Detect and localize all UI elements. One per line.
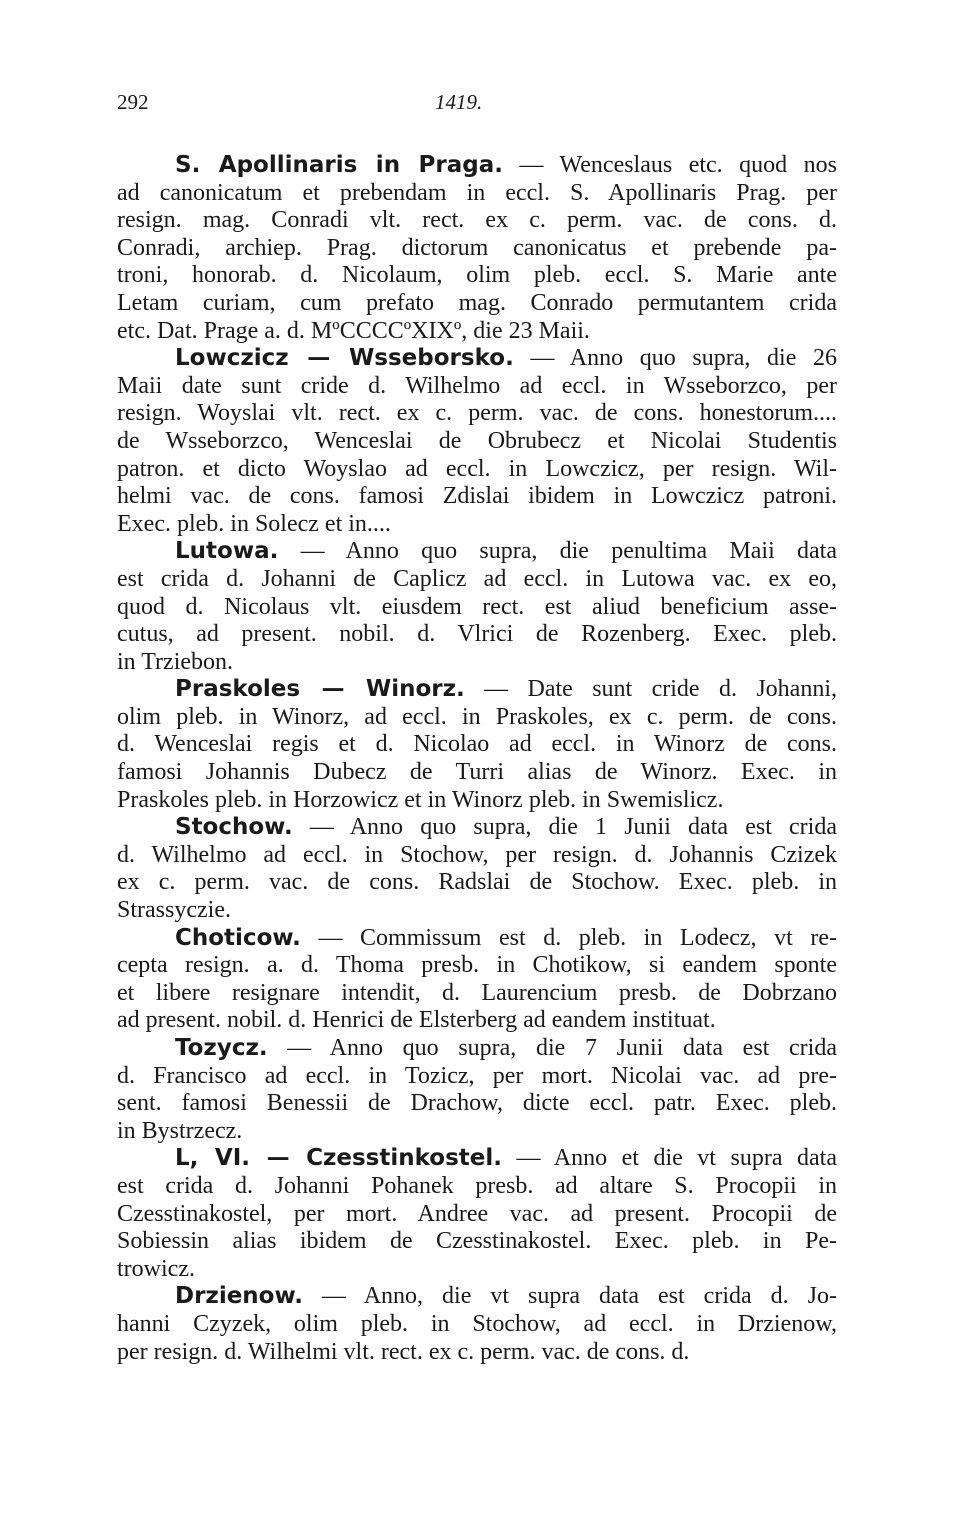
- text-line: etc. Dat. Prage a. d. MºCCCCºXIXº, die 23 Maii.: [117, 317, 590, 344]
- text-line: in Trziebon.: [117, 648, 234, 675]
- entry-first-line: [117, 345, 837, 373]
- entry-heading: Lowczicz — Wsseborsko.: [175, 345, 514, 372]
- text-line: ad canonicatum et prebendam in eccl. S. Apollinaris Prag. per: [117, 179, 837, 206]
- text-line: famosi Johannis Dubecz de Turri alias de Winorz. Exec. in: [117, 759, 837, 786]
- text-line: Letam curiam, cum prefato mag. Conrado permutantem crida: [117, 289, 837, 316]
- text-line: Praskoles pleb. in Horzowicz et in Winorz pleb. in Swemislicz.: [117, 786, 724, 813]
- entry-first-line: [117, 1035, 837, 1063]
- text-line: per resign. d. Wilhelmi vlt. rect. ex c. perm. vac. de cons. d.: [117, 1338, 690, 1365]
- text-line: Sobiessin alias ibidem de Czesstinakostel. Exec. pleb. in Pe-: [117, 1228, 837, 1255]
- entry-first-text: — Anno quo supra, die 1 Junii data est crida: [292, 814, 837, 841]
- text-line: ex c. perm. vac. de cons. Radslai de Stochow. Exec. pleb. in: [117, 869, 837, 896]
- entry: [117, 1035, 837, 1145]
- text-line: olim pleb. in Winorz, ad eccl. in Praskoles, ex c. perm. de cons.: [117, 703, 837, 730]
- entry-first-text: — Anno et die vt supra data: [502, 1145, 837, 1172]
- entry-heading: L, VI. — Czesstinkostel.: [175, 1145, 502, 1172]
- entry-first-line: [117, 538, 837, 566]
- text-line: in Bystrzecz.: [117, 1117, 243, 1144]
- text-line: cepta resign. a. d. Thoma presb. in Chotikow, si eandem sponte: [117, 952, 837, 979]
- entry-first-text: — Commissum est d. pleb. in Lodecz, vt re-: [300, 924, 837, 951]
- text-line: Czesstinakostel, per mort. Andree vac. ad present. Procopii de: [117, 1200, 837, 1227]
- text-line: troni, honorab. d. Nicolaum, olim pleb. eccl. S. Marie ante: [117, 262, 837, 289]
- text-line: Strassyczie.: [117, 897, 231, 924]
- entry: [117, 925, 837, 1035]
- text-line: d. Wenceslai regis et d. Nicolao ad eccl. in Winorz de cons.: [117, 731, 837, 758]
- entry-first-line: [117, 814, 837, 842]
- entry-first-text: — Anno quo supra, die 7 Junii data est crida: [267, 1035, 837, 1061]
- entry-first-line: [117, 1145, 837, 1173]
- text-line: hanni Czyzek, olim pleb. in Stochow, ad eccl. in Drzienow,: [117, 1310, 837, 1337]
- text-line: trowicz.: [117, 1255, 195, 1282]
- text-line: est crida d. Johanni Pohanek presb. ad altare S. Procopii in: [117, 1172, 837, 1199]
- entry-first-text: — Anno quo supra, die penultima Maii data: [278, 538, 837, 565]
- entry-first-line: [117, 1283, 837, 1311]
- text-line: d. Francisco ad eccl. in Tozicz, per mort. Nicolai vac. ad pre-: [117, 1062, 837, 1089]
- entry-first-text: — Wenceslaus etc. quod nos: [503, 152, 837, 178]
- text-line: de Wsseborzco, Wenceslai de Obrubecz et Nicolai Studentis: [117, 427, 837, 454]
- entry-heading: Lutowa.: [175, 538, 279, 565]
- entry-first-text: — Anno, die vt supra data est crida d. Jo-: [303, 1283, 837, 1310]
- text-line: patron. et dicto Woyslao ad eccl. in Lowczicz, per resign. Wil-: [117, 455, 837, 482]
- entry: [117, 814, 837, 924]
- entry: [117, 1145, 837, 1283]
- entry-heading: S. Apollinaris in Praga.: [175, 152, 503, 178]
- text-line: est crida d. Johanni de Caplicz ad eccl. in Lutowa vac. ex eo,: [117, 565, 837, 592]
- entry: [117, 152, 837, 345]
- text-line: Conradi, archiep. Prag. dictorum canonicatus et prebende pa-: [117, 234, 837, 261]
- text-line: quod d. Nicolaus vlt. eiusdem rect. est aliud beneficium asse-: [117, 593, 837, 620]
- entry: [117, 345, 837, 538]
- text-line: ad present. nobil. d. Henrici de Elsterberg ad eandem instituat.: [117, 1007, 716, 1034]
- entry: [117, 1283, 837, 1366]
- entry-heading: Choticow.: [175, 924, 301, 951]
- entry-first-line: [117, 676, 837, 704]
- page-number: 292: [117, 90, 149, 114]
- text-line: Exec. pleb. in Solecz et in....: [117, 510, 391, 537]
- entry-first-text: — Date sunt cride d. Johanni,: [464, 676, 837, 703]
- entry: [117, 676, 837, 814]
- text-line: d. Wilhelmo ad eccl. in Stochow, per resign. d. Johannis Czizek: [117, 841, 837, 868]
- entry-first-text: — Anno quo supra, die 26: [513, 345, 837, 372]
- text-line: resign. Woyslai vlt. rect. ex c. perm. vac. de cons. honestorum....: [117, 400, 837, 427]
- entry: [117, 538, 837, 676]
- page-header: [117, 90, 837, 120]
- entry-first-line: [117, 152, 837, 180]
- body-text: [117, 152, 837, 1366]
- entry-heading: Tozycz.: [175, 1035, 268, 1061]
- text-line: et libere resignare intendit, d. Laurencium presb. de Dobrzano: [117, 979, 837, 1006]
- text-line: helmi vac. de cons. famosi Zdislai ibidem in Lowczicz patroni.: [117, 483, 837, 510]
- text-line: sent. famosi Benessii de Drachow, dicte eccl. patr. Exec. pleb.: [117, 1090, 837, 1117]
- text-line: cutus, ad present. nobil. d. Vlrici de Rozenberg. Exec. pleb.: [117, 621, 837, 648]
- entry-heading: Stochow.: [175, 814, 293, 841]
- entry-heading: Drzienow.: [175, 1283, 303, 1310]
- text-line: resign. mag. Conradi vlt. rect. ex c. perm. vac. de cons. d.: [117, 207, 837, 234]
- text-line: Maii date sunt cride d. Wilhelmo ad eccl. in Wsseborzco, per: [117, 372, 837, 399]
- entry-heading: Praskoles — Winorz.: [175, 676, 465, 703]
- entry-first-line: [117, 925, 837, 953]
- running-year: 1419.: [435, 90, 483, 114]
